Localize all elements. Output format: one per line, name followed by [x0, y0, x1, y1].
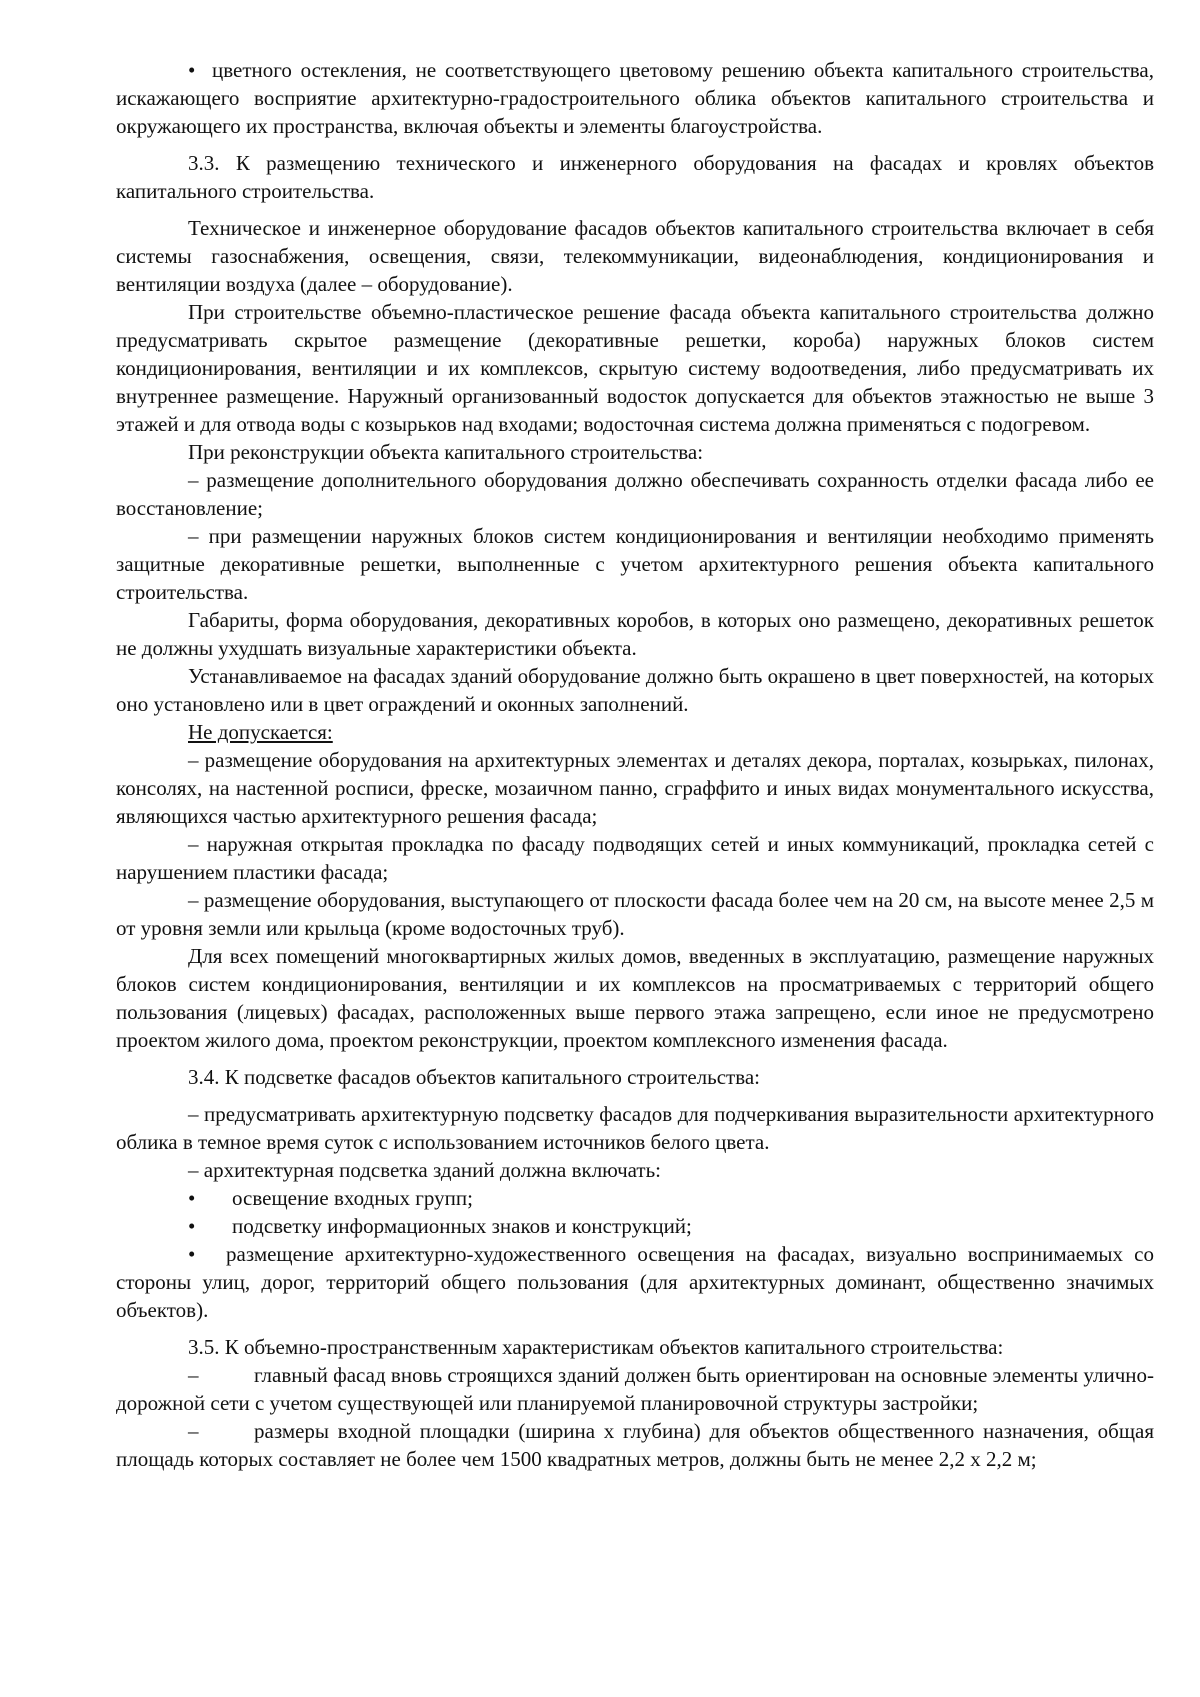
dash-item: – при размещении наружных блоков систем кондиционирования и вентиляции необходимо применять защитные декоративные решетки, выполненные с учетом архитектурного решения объекта капитального строительства. [116, 524, 1154, 604]
paragraph-text: размеры входной площадки (ширина х глубина) для объектов общественного назначения, общая площадь которых составляет не более чем 1500 квадратных метров, должны быть не менее 2,2 х 2,2 м; [116, 1419, 1154, 1471]
bullet-item [116, 1240, 1154, 1324]
dash-item [116, 1361, 1154, 1417]
paragraph-text: освещение входных групп; [232, 1186, 473, 1210]
not-allowed-heading [116, 718, 1154, 746]
bullet-marker: • [188, 58, 196, 82]
bullet-item [116, 56, 1154, 140]
bullet-marker: • [188, 1186, 196, 1210]
dash-item [116, 1417, 1154, 1473]
paragraph-text: подсветку информационных знаков и конструкций; [232, 1214, 692, 1238]
bullet-marker: • [188, 1242, 196, 1266]
dash-item: – наружная открытая прокладка по фасаду подводящих сетей и иных коммуникаций, прокладка сетей с нарушением пластики фасада; [116, 832, 1154, 884]
bullet-item [116, 1184, 1154, 1212]
dash-item: – архитектурная подсветка зданий должна включать: [188, 1158, 661, 1182]
dash-marker: – [188, 1419, 199, 1443]
paragraph: При строительстве объемно-пластическое решение фасада объекта капитального строительства должно предусматривать скрытое размещение (декоративные решетки, короба) наружных блоков систем кондиционирования, вентиляции и их комплексов, скрытую систему водоотведения, либо предусматривать их внутреннее размещение. Наружный организованный водосток допускается для объектов этажностью не выше 3 этажей и для отвода воды с козырьков над входами; водосточная система должна применяться с подогревом. [116, 300, 1154, 436]
dash-item: – предусматривать архитектурную подсветку фасадов для подчеркивания выразительности архитектурного облика в темное время суток с использованием источников белого цвета. [116, 1102, 1154, 1154]
paragraph-text: главный фасад вновь строящихся зданий должен быть ориентирован на основные элементы улично-дорожной сети с учетом существующей или планируемой планировочной структуры застройки; [116, 1363, 1154, 1415]
document-page [116, 56, 1154, 1473]
dash-item: – размещение оборудования на архитектурных элементах и деталях декора, порталах, козырьках, пилонах, консолях, на настенной росписи, фреске, мозаичном панно, сграффито и иных видах монументального искусства, являющихся частью архитектурного решения фасада; [116, 748, 1154, 828]
paragraph-text: цветного остекления, не соответствующего цветовому решению объекта капитального строительства, искажающего восприятие архитектурно-градостроительного облика объектов капитального строительства и окружающего их пространства, включая объекты и элементы благоустройства. [116, 58, 1154, 138]
paragraph: Габариты, форма оборудования, декоративных коробов, в которых оно размещено, декоративных решеток не должны ухудшать визуальные характеристики объекта. [116, 608, 1154, 660]
dash-marker: – [188, 1363, 199, 1387]
paragraph: При реконструкции объекта капитального строительства: [188, 440, 704, 464]
section-3-3-heading: 3.3. К размещению технического и инженерного оборудования на фасадах и кровлях объектов капитального строительства. [116, 151, 1154, 203]
paragraph-text: размещение архитектурно-художественного освещения на фасадах, визуально воспринимаемых со стороны улиц, дорог, территорий общего пользования (для архитектурных доминант, общественно значимых объектов). [116, 1242, 1154, 1322]
dash-item: – размещение дополнительного оборудования должно обеспечивать сохранность отделки фасада либо ее восстановление; [116, 468, 1154, 520]
underlined-heading: Не допускается: [188, 720, 333, 744]
section-3-5-heading: 3.5. К объемно-пространственным характеристикам объектов капитального строительства: [188, 1335, 1004, 1359]
dash-item: – размещение оборудования, выступающего от плоскости фасада более чем на 20 см, на высоте менее 2,5 м от уровня земли или крыльца (кроме водосточных труб). [116, 888, 1154, 940]
bullet-item [116, 1212, 1154, 1240]
paragraph: Техническое и инженерное оборудование фасадов объектов капитального строительства включает в себя системы газоснабжения, освещения, связи, телекоммуникации, видеонаблюдения, кондиционирования и вентиляции воздуха (далее – оборудование). [116, 216, 1154, 296]
section-3-4-heading: 3.4. К подсветке фасадов объектов капитального строительства: [188, 1065, 761, 1089]
bullet-marker: • [188, 1214, 196, 1238]
paragraph: Для всех помещений многоквартирных жилых домов, введенных в эксплуатацию, размещение наружных блоков систем кондиционирования, вентиляции и их комплексов на просматриваемых с территорий общего пользования (лицевых) фасадах, расположенных выше первого этажа запрещено, если иное не предусмотрено проектом жилого дома, проектом реконструкции, проектом комплексного изменения фасада. [116, 944, 1154, 1052]
paragraph: Устанавливаемое на фасадах зданий оборудование должно быть окрашено в цвет поверхностей, на которых оно установлено или в цвет ограждений и оконных заполнений. [116, 664, 1154, 716]
